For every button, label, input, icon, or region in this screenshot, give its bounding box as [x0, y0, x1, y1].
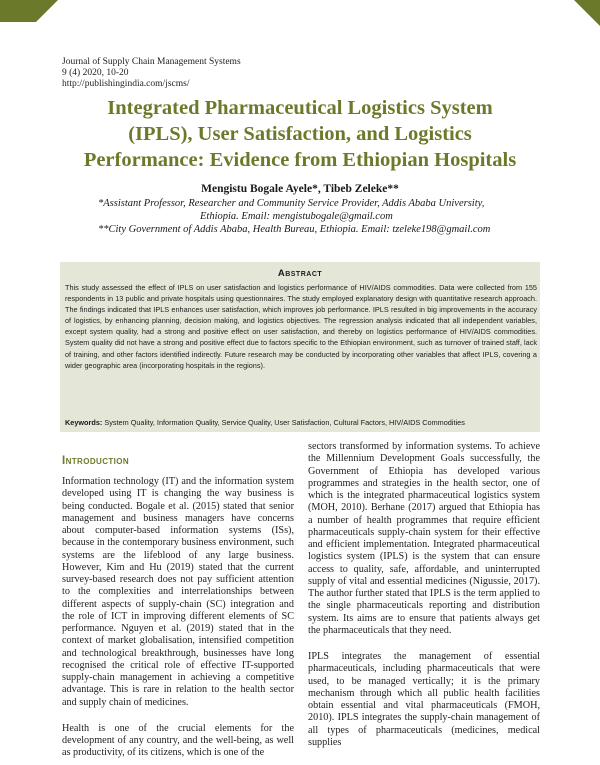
right-column: [308, 441, 540, 749]
title-line-3: Performance: Evidence from Ethiopian Hospitals: [83, 149, 517, 171]
introduction-heading: Introduction: [62, 455, 130, 467]
journal-name: Journal of Supply Chain Management Systems: [62, 57, 241, 67]
affiliation-1-cont: Ethiopia. Email: mengistubogale@gmail.com: [200, 211, 393, 222]
intro-paragraph-4: IPLS integrates the management of essential pharmaceuticals, including pharmaceuticals that were used, to be managed vertically; it is the primary mechanism through which all public health facilities obtain essential and vital pharmaceuticals (FMOH, 2010). IPLS integrates the supply-chain management of all types of pharmaceuticals (medicines, medical supplies: [308, 651, 540, 748]
paper-title: [50, 95, 550, 173]
abstract-text: This study assessed the effect of IPLS on user satisfaction and logistics performance of HIV/AIDS commodities. Data were collected from 155 respondents in 13 public and private hospitals using questionnaires. The study employed explanatory design with quantitative research approach. The findings indicated that IPLS enhances user satisfaction, which improves job performance. IPLS resulted in big improvements in the accuracy of logistics, by enhancing planning, decision making, and logistics objectives. The regression analysis indicated that all independent variables, except system quality, had a strong and positive effect on user satisfaction, and thereby on logistics performance of HIV/AIDS commodities. System quality did not have a strong and positive effect due to factors specific to the Ethiopian environment, such as turnover of trained staff, lack of training, and other factors identified indirectly. Future research may be conducted by incorporating other variables that affect IPLS, covering a wider geographic area (incorporating hospitals in the regions).: [65, 283, 537, 370]
intro-paragraph-1: Information technology (IT) and the information system developed using IT is changing the way business is being conducted. Bogale et al. (2015) stated that senior management and business managers have concerns about computer-based information systems (ISs), because in the contemporary business environment, such systems are the lifeblood of any large business. However, Kim and Hu (2019) stated that the current survey-based research does not pay sufficient attention to the complexities and interrelationships between different aspects of supply-chain (SC) integration and the role of ICT in improving different elements of SC performance. Nguyen et al. (2019) stated that in the context of market globalisation, intensified competition and technological breakthrough, businesses have long recognised the critical role of effective IT-supported supply-chain management in achieving a competitive advantage. This is rare in relation to the health sector and supply chain of medicines.: [62, 476, 294, 708]
keywords: [65, 417, 537, 428]
journal-url[interactable]: http://publishingindia.com/jscms/: [62, 79, 190, 89]
affiliations: [98, 197, 518, 236]
title-line-1: Integrated Pharmaceutical Logistics System: [107, 97, 493, 119]
authors: Mengistu Bogale Ayele*, Tibeb Zeleke**: [201, 183, 399, 195]
affiliation-2: **City Government of Addis Ababa, Health Bureau, Ethiopia. Email: tzeleke198@gmail.com: [98, 224, 491, 235]
corner-decoration-right: [574, 0, 600, 26]
keywords-list: System Quality, Information Quality, Service Quality, User Satisfaction, Cultural Factors, HIV/AIDS Commodities: [104, 418, 465, 427]
journal-volume: 9 (4) 2020, 10-20: [62, 68, 129, 78]
left-column: [62, 476, 294, 760]
abstract-box: [60, 262, 540, 432]
intro-paragraph-3: sectors transformed by information systems. To achieve the Millennium Development Goals successfully, the Government of Ethiopia has developed various programmes and strategies in the health sector, one of which is the integrated pharmaceutical logistics system (MOH, 2010). Berhane (2017) argued that Ethiopia has a number of health programmes that require efficient pharmaceuticals supply-chain system for their effective and efficient implementation. Integrated pharmaceutical logistics system (IPLS) is the system that can ensure access to quality, safe, affordable, and uninterrupted supply of vital and essential medicines (Nigussie, 2017). The author further stated that IPLS is the term applied to the single pharmaceuticals reporting and distribution system. Its aims are to ensure that patients always get the pharmaceuticals that they need.: [308, 441, 540, 636]
intro-paragraph-2: Health is one of the crucial elements for the development of any country, and the well-being, as well as productivity, of its citizens, which is one of the: [62, 722, 294, 759]
abstract-heading: Abstract: [277, 268, 323, 279]
affiliation-1: *Assistant Professor, Researcher and Community Service Provider, Addis Ababa University,: [98, 198, 485, 209]
title-line-2: (IPLS), User Satisfaction, and Logistics: [128, 123, 472, 145]
corner-decoration-left: [0, 0, 58, 22]
journal-info: [62, 57, 241, 90]
keywords-label: Keywords:: [65, 418, 103, 427]
